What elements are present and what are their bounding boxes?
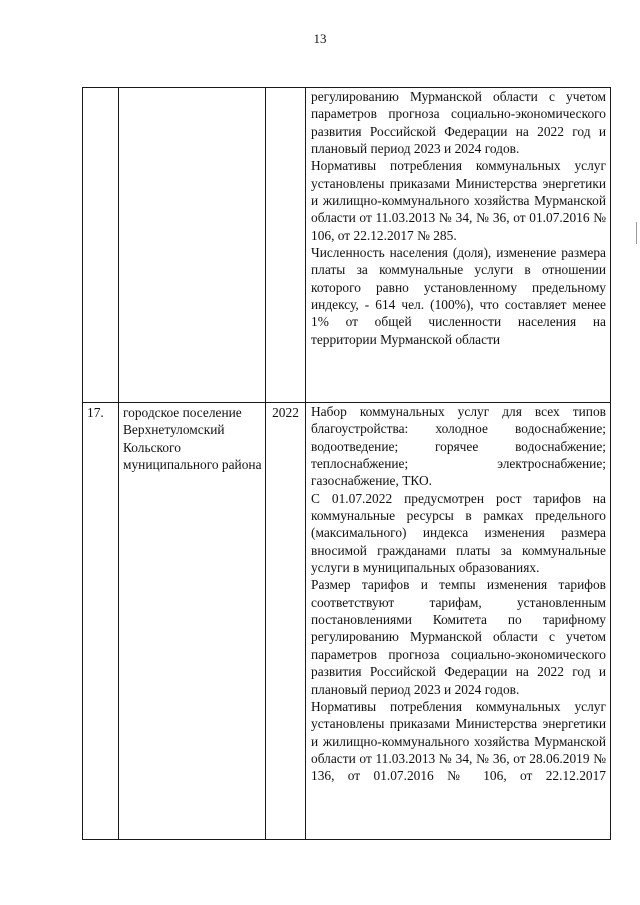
- page-number: 13: [313, 31, 327, 46]
- description-cell: [306, 88, 611, 403]
- description-paragraph: С 01.07.2022 предусмотрен рост тарифов на коммунальные ресурсы в рамках предельного (максимального) индекса изменения размера вносимой гражданами платы за коммунальные услуги в муниципальных образованиях.: [311, 490, 606, 576]
- year-cell: [266, 88, 306, 403]
- description-paragraph: Численность населения (доля), изменение размера платы за коммунальные услуги в отношении которого равно установленному предельному индексу, - 614 чел. (100%), что составляет менее 1% от общей численности населения на территории Мурманской области: [311, 245, 606, 347]
- description-paragraph: регулированию Мурманской области с учетом параметров прогноза социально-экономического развития Российской Федерации на 2022 год и плановый период 2023 и 2024 годов.: [311, 89, 606, 157]
- description-paragraph: Нормативы потребления коммунальных услуг установлены приказами Министерства энергетики и жилищно-коммунального хозяйства Мурманской области от 11.03.2013 № 34, № 36, от 01.07.2016 № 106, от 22.12.2017 № 285.: [311, 158, 606, 243]
- description-paragraph: Набор коммунальных услуг для всех типов благоустройства: холодное водоснабжение; водоотведение; горячее водоснабжение; теплоснабжение; электроснабжение; газоснабжение, ТКО.: [311, 404, 606, 489]
- description-cell: [306, 403, 611, 840]
- row-number-cell: 17.: [83, 403, 119, 840]
- description-paragraph: Размер тарифов и темпы изменения тарифов соответствуют тарифам, установленным постановлениями Комитета по тарифному регулированию Мурманской области с учетом параметров прогноза социально-экономического развития Российской Федерации на 2022 год и плановый период 2023 и 2024 годов.: [311, 577, 606, 697]
- municipality-cell: городское поселение Верхнетуломский Кольского муниципального района: [119, 403, 266, 840]
- table-row-continuation: [83, 88, 611, 403]
- municipality-cell: [119, 88, 266, 403]
- scan-edge-mark: [636, 222, 637, 244]
- table-row-17: [83, 403, 611, 840]
- tariff-table: [82, 87, 611, 840]
- description-paragraph: Нормативы потребления коммунальных услуг установлены приказами Министерства энергетики и жилищно-коммунального хозяйства Мурманской области от 11.03.2013 № 34, № 36, от 28.06.2019 № 136, от 01.07.2016 № 106, от 22.12.2017: [311, 698, 606, 784]
- year-cell: 2022: [266, 403, 306, 840]
- row-number-cell: [83, 88, 119, 403]
